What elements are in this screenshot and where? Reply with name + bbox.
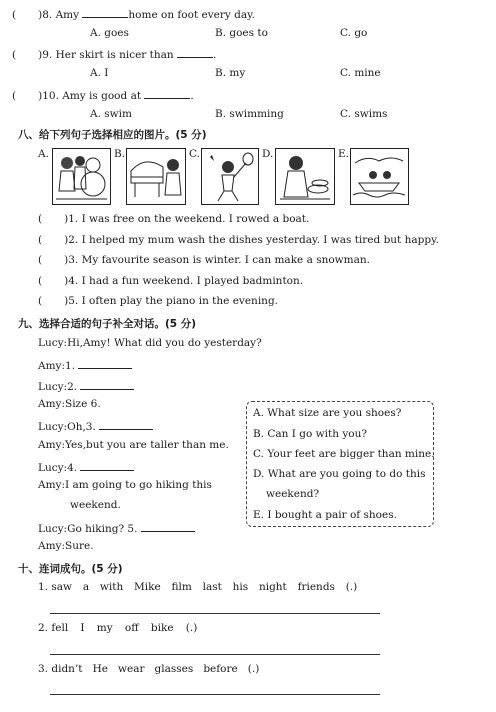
word: night [258,581,287,593]
picture-c-badminton[interactable] [201,148,259,205]
dialog-line: Lucy:Hi,Amy! What did you do yesterday? [38,337,262,349]
dialog-line [38,418,153,433]
picture-label-b: B. [114,148,126,160]
item-text: 1. I was free on the weekend. I rowed a boat. [68,213,310,225]
answer-line[interactable] [50,613,380,614]
picture-label-c: C. [189,148,200,160]
section-8-item-4: ( )4. I had a fun weekend. I played badminton. [38,275,304,287]
item-number: 2. [38,622,49,634]
item-text: 2. I helped my mum wash the dishes yesterday. I was tired but happy. [68,234,439,246]
rearrange-item-1 [38,581,357,593]
answer-blank[interactable] [177,46,213,58]
word: my [96,622,113,634]
question-text-post: home on foot every day. [128,9,256,21]
paren-open: ( [12,9,17,21]
word: fell [51,622,69,634]
section-8-item-1: ( )1. I was free on the weekend. I rowed a boat. [38,213,310,225]
punctuation-hint: (.) [185,622,198,634]
answer-blank[interactable] [99,418,153,430]
dialog-line [38,459,134,474]
question-number: )10. [38,90,59,102]
word: before [203,663,238,675]
choice-d: D. What are you going to do this [253,468,426,480]
dialog-line: Amy:Sure. [38,540,94,552]
option-a[interactable]: A. goes [90,27,129,39]
option-c[interactable]: C. mine [340,67,381,79]
paren-open: ( [12,90,17,102]
dialog-text: Lucy:2. [38,381,78,393]
section-8-item-5: ( )5. I often play the piano in the evening. [38,295,278,307]
answer-blank[interactable] [80,378,134,390]
question-text-pre: Her skirt is nicer than [55,49,174,61]
picture-d-dishes[interactable] [275,148,335,205]
dialog-line: Amy:Size 6. [38,398,101,410]
word: his [232,581,249,593]
answer-blank[interactable] [144,87,190,99]
punctuation-hint: (.) [247,663,260,675]
dialog-text: Amy:1. [38,360,76,372]
word: wear [118,663,145,675]
word: saw [51,581,73,593]
snowman-illustration [53,149,110,204]
question-10 [12,87,194,102]
item-text: 3. My favourite season is winter. I can make a snowman. [68,254,370,266]
question-9 [12,46,216,61]
picture-b-piano[interactable] [126,148,186,205]
picture-label-a: A. [38,148,49,160]
picture-e-boat[interactable] [350,148,409,205]
word: He [92,663,108,675]
choice-b: B. Can I go with you? [253,428,367,440]
word: I [80,622,85,634]
picture-a-snowman[interactable] [52,148,111,205]
answer-blank[interactable] [82,6,128,18]
option-c[interactable]: C. swims [340,108,388,120]
question-text-pre: Amy is good at [62,90,142,102]
word: film [171,581,192,593]
dialog-line: weekend. [70,499,121,511]
item-number: 3. [38,663,49,675]
section-8-item-2: ( )2. I helped my mum wash the dishes yesterday. I was tired but happy. [38,234,439,246]
dialog-text: Lucy:Go hiking? 5. [38,523,138,535]
question-number: )8. [38,9,53,21]
picture-label-e: E. [338,148,350,160]
answer-line[interactable] [50,694,380,695]
option-b[interactable]: B. swimming [215,108,284,120]
choice-e: E. I bought a pair of shoes. [253,509,397,521]
word: friends [297,581,335,593]
word: last [202,581,222,593]
rearrange-item-2 [38,622,197,634]
punctuation-hint: (.) [345,581,358,593]
word: glasses [154,663,194,675]
dialog-line [38,520,195,535]
dialog-line: Amy:Yes,but you are taller than me. [38,439,229,451]
boat-illustration [351,149,408,204]
choice-d-continued: weekend? [266,488,320,500]
word: Mike [134,581,161,593]
dialog-line [38,357,132,372]
option-b[interactable]: B. goes to [215,27,268,39]
answer-line[interactable] [50,654,380,655]
question-text-post: . [213,49,217,61]
paren-open: ( [12,49,17,61]
option-c[interactable]: C. go [340,27,368,39]
item-text: 5. I often play the piano in the evening. [68,295,278,307]
word: didn’t [51,663,83,675]
section-9-title: 九、选择合适的句子补全对话。(5 分) [18,318,197,330]
badminton-illustration [202,149,258,204]
question-text-pre: Amy [55,9,80,21]
option-a[interactable]: A. swim [90,108,132,120]
piano-illustration [127,149,185,204]
section-8-title: 八、给下列句子选择相应的图片。(5 分) [18,129,207,141]
choice-a: A. What size are you shoes? [253,407,402,419]
answer-blank[interactable] [141,520,195,532]
word: a [82,581,90,593]
section-10-title: 十、连词成句。(5 分) [18,563,123,575]
item-text: 4. I had a fun weekend. I played badminton. [68,275,304,287]
dialog-line [38,378,134,393]
question-text-post: . [190,90,194,102]
dialog-line: Amy:I am going to go hiking this [38,479,212,491]
word: bike [150,622,174,634]
question-8 [12,6,255,21]
question-number: )9. [38,49,53,61]
answer-blank[interactable] [78,357,132,369]
choice-c: C. Your feet are bigger than mine. [253,448,435,460]
dishes-illustration [276,149,334,204]
section-8-item-3: ( )3. My favourite season is winter. I can make a snowman. [38,254,370,266]
answer-blank[interactable] [80,459,134,471]
rearrange-item-3 [38,663,259,675]
picture-label-d: D. [262,148,274,160]
dialog-text: Lucy:4. [38,462,78,474]
option-b[interactable]: B. my [215,67,246,79]
item-number: 1. [38,581,49,593]
dialog-text: Lucy:Oh,3. [38,421,96,433]
word: off [124,622,139,634]
option-a[interactable]: A. I [90,67,109,79]
word: with [99,581,124,593]
